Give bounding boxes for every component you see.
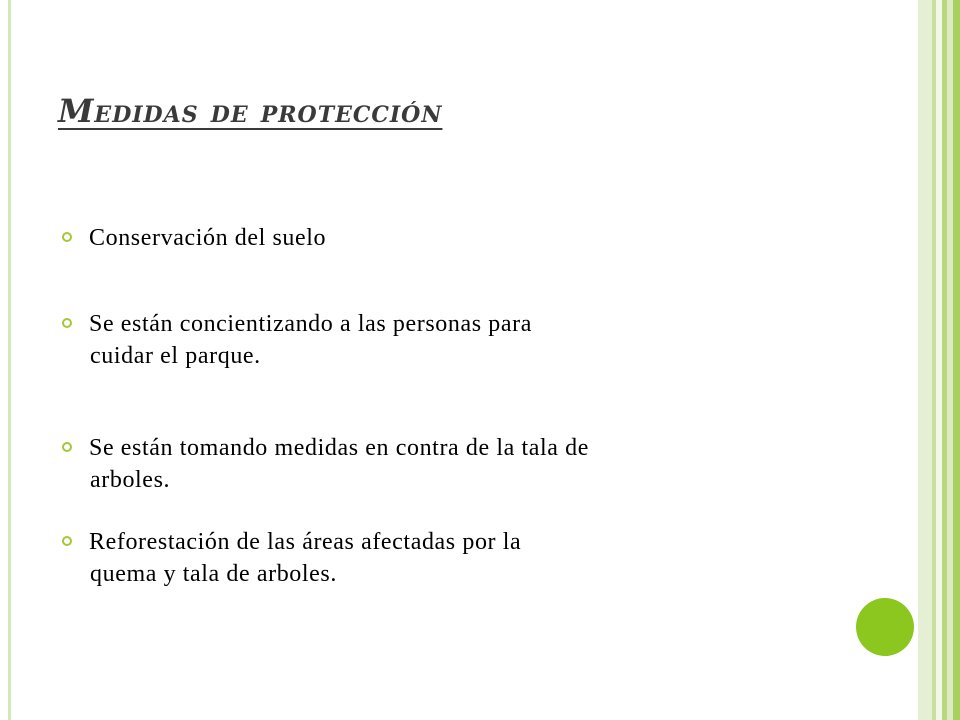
bullet-line: Conservación del suelo	[89, 225, 327, 251]
bullet-line: cuidar el parque.	[90, 343, 261, 369]
bullet-line: Se están tomando medidas en contra de la tala de	[89, 435, 589, 461]
right-decorative-band	[918, 0, 960, 720]
green-circle-decoration	[856, 598, 914, 656]
ring-bullet-icon	[62, 318, 72, 328]
bullet-line: Se están concientizando a las personas para	[89, 311, 532, 337]
bullet-text	[89, 526, 839, 590]
left-border-rule	[8, 0, 11, 720]
bullet-text	[89, 308, 839, 372]
bullet-line: Reforestación de las áreas afectadas por la	[89, 529, 522, 555]
ring-bullet-icon	[62, 232, 72, 242]
bullet-line: quema y tala de arboles.	[90, 561, 337, 587]
bullet-text	[89, 222, 839, 254]
decorative-stripe	[918, 0, 932, 720]
decorative-stripe	[953, 0, 960, 720]
ring-bullet-icon	[62, 442, 72, 452]
bullet-line: arboles.	[90, 467, 171, 493]
slide-title: Medidas de protección	[58, 92, 443, 130]
bullet-text	[89, 432, 839, 496]
ring-bullet-icon	[62, 536, 72, 546]
